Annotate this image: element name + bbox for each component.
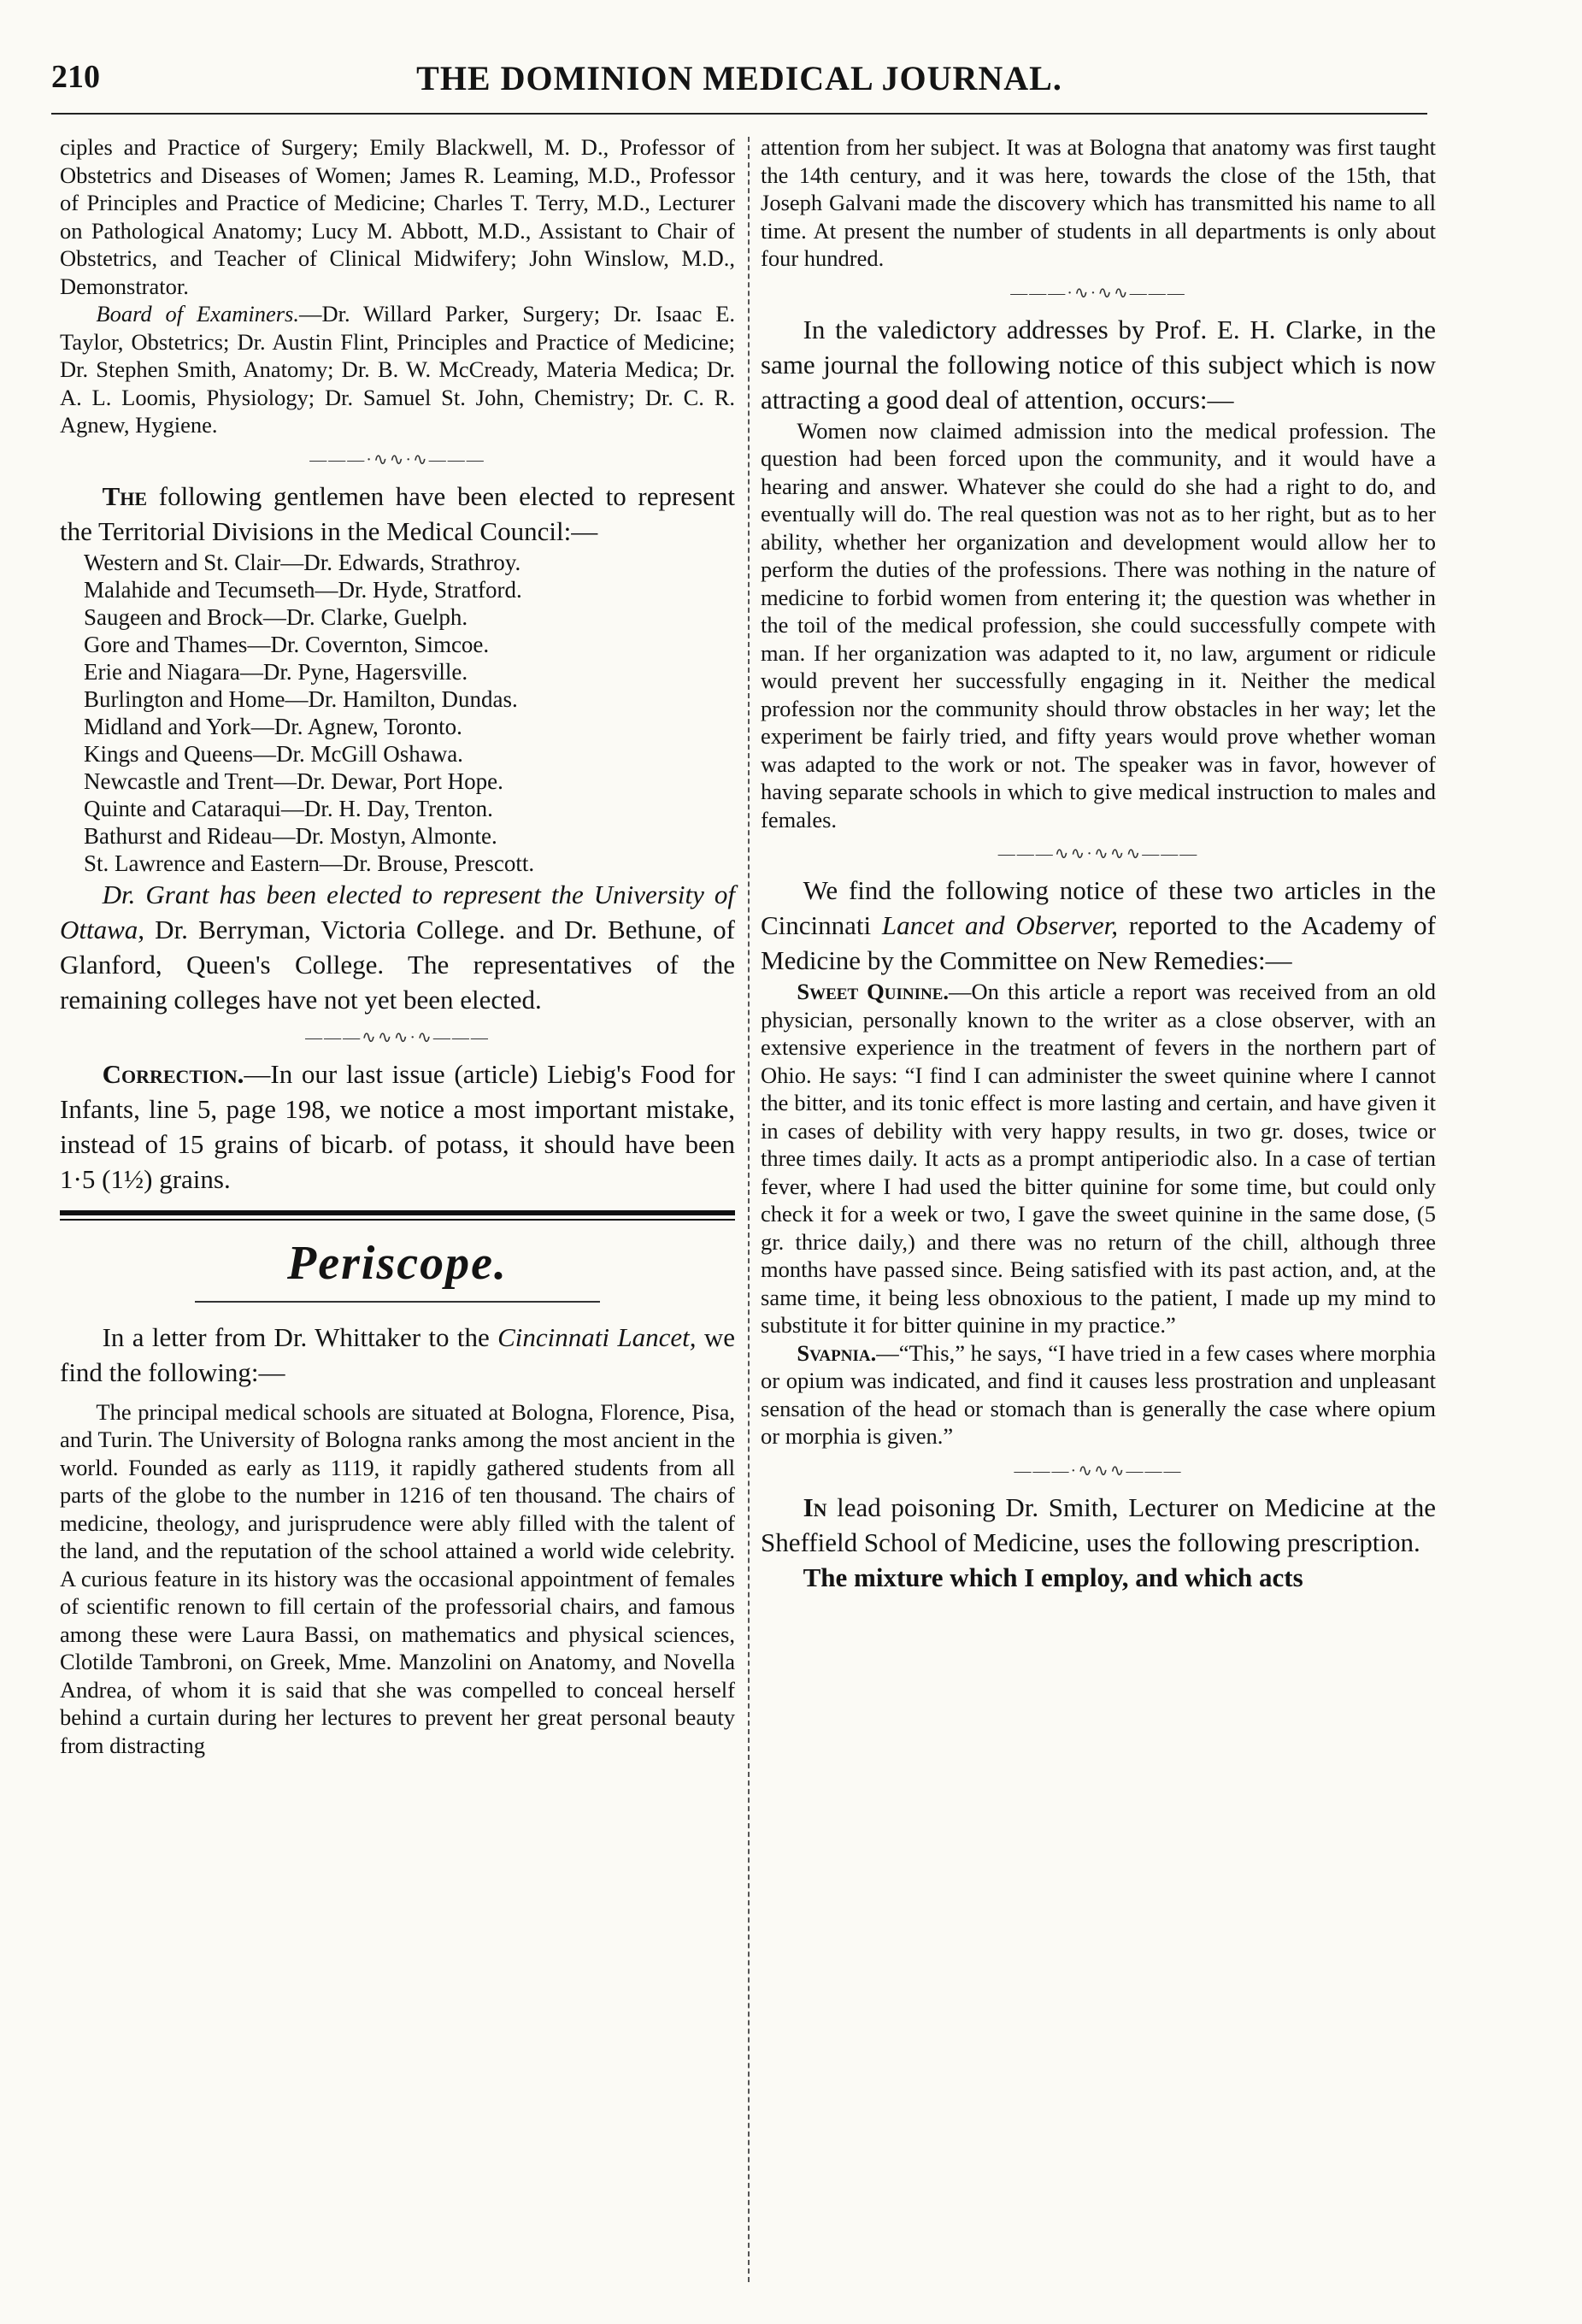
division-item: Newcastle and Trent—Dr. Dewar, Port Hope. xyxy=(84,768,503,794)
mixture-paragraph: The mixture which I employ, and which acts xyxy=(803,1562,1303,1592)
ornament-divider: ———∿∿∿·∿——— xyxy=(305,1027,490,1047)
letter-intro-text: In a letter from Dr. Whittaker to the xyxy=(102,1321,498,1352)
column-divider xyxy=(748,137,750,2282)
university-representatives-paragraph xyxy=(60,877,735,1017)
running-head: THE DOMINION MEDICAL JOURNAL. xyxy=(416,59,1062,97)
board-of-examiners-paragraph xyxy=(60,300,735,439)
lead-text: lead poisoning Dr. Smith, Lecturer on Medicine at the Sheffield School of Medicine, uses the following prescription. xyxy=(761,1491,1436,1557)
council-intro-paragraph xyxy=(60,479,735,549)
galvani-paragraph: attention from her subject. It was at Bologna that anatomy was first taught the 14th century, and it was here, towards the close of the 15th, that Joseph Galvani made the discovery which has transmitted his name to all time. At present the number of students in all departments is only about four hundred. xyxy=(761,134,1436,271)
territorial-divisions-list xyxy=(60,549,735,877)
sweet-quinine-label: Sweet Quinine. xyxy=(797,979,950,1004)
correction-label: Correction. xyxy=(102,1058,244,1089)
letter-intro-paragraph xyxy=(60,1320,735,1390)
ornament-divider: ———·∿∿∿——— xyxy=(1014,1461,1183,1480)
women-in-medicine-paragraph: Women now claimed admission into the medical profession. The question had been forced upon the community, and it would have a hearing and answer. Whatever she could do she had a right to do, and eventually will do. The real question was not as to her right, but as to her ability, whether her organization and development would allow her to perform the duties of the professions. There was nothing in the nature of medicine to forbid women from entering it; the question was whether in the toil of the medical profession, she could successfully compete with man. If her organization was adapted to it, no law, argument or ridicule would prevent her successfully engaging in it. Neither the medical profession nor the community should throw obstacles in her way; let the experiment be fairly tried, and fifty years would prove whether woman was adapted to the work or not. The speaker was in favor, however of having separate schools in which to give medical instruction to males and females. xyxy=(761,417,1436,833)
division-item: Midland and York—Dr. Agnew, Toronto. xyxy=(84,713,462,739)
right-column xyxy=(761,133,1436,2290)
section-title-rule xyxy=(195,1301,600,1303)
council-intro-text: following gentlemen have been elected to represent the Territorial Divisions in the Medical Council:— xyxy=(60,480,735,546)
correction-text: —In our last issue (article) Liebig's Food for Infants, line 5, page 198, we notice a most important mistake, instead of 15 grains of bicarb. of potass, it should have been 1·5 (1½) grains. xyxy=(60,1058,735,1194)
svapnia-text: —“This,” he says, “I have tried in a few cases where morphia or opium was indicated, and find it causes less prostration and unpleasant sensation of the head or stomach than is generally the case where opium or morphia is given.” xyxy=(761,1339,1436,1449)
section-title: Periscope. xyxy=(287,1236,508,1290)
division-item: Saugeen and Brock—Dr. Clarke, Guelph. xyxy=(84,603,468,630)
sweet-quinine-paragraph xyxy=(761,978,1436,1339)
division-item: Bathurst and Rideau—Dr. Mostyn, Almonte. xyxy=(84,822,497,849)
division-item: Erie and Niagara—Dr. Pyne, Hagersville. xyxy=(84,658,468,685)
journal-name: Cincinnati Lancet, xyxy=(497,1321,697,1352)
page-header xyxy=(51,51,1427,113)
lead-poisoning-paragraph xyxy=(761,1490,1436,1560)
grant-text: Dr. Berryman, Victoria College. and Dr. Bethune, of Glanford, Queen's College. The representatives of the remaining colleges have not yet been elected. xyxy=(60,914,735,1015)
new-remedies-intro-paragraph xyxy=(761,873,1436,978)
left-column xyxy=(60,133,735,2290)
svapnia-label: Svapnia. xyxy=(797,1339,877,1366)
division-item: Burlington and Home—Dr. Hamilton, Dundas. xyxy=(84,685,518,712)
council-lead: The xyxy=(102,480,148,511)
faculty-list-paragraph: ciples and Practice of Surgery; Emily Blackwell, M. D., Professor of Obstetrics and Diseases of Women; James R. Leaming, M.D., Professor of Principles and Practice of Medicine; Charles T. Terry, M.D., Lecturer on Pathological Anatomy; Lucy M. Abbott, M.D., Assistant to Chair of Obstetrics, and Teacher of Clinical Midwifery; John Winslow, M.D., Demonstrator. xyxy=(60,134,735,299)
division-item: St. Lawrence and Eastern—Dr. Brouse, Prescott. xyxy=(84,850,535,876)
grant-italic: Dr. Grant has been elected to represent the University of Ottawa, xyxy=(60,879,735,944)
journal-name: Lancet and Observer, xyxy=(881,910,1118,940)
notice-text: We find the following notice of these two articles in the Cincinnati xyxy=(761,875,1436,940)
ornament-divider: ———∿∿·∿∿∿——— xyxy=(997,844,1199,863)
division-item: Western and St. Clair—Dr. Edwards, Strathroy. xyxy=(84,549,521,575)
notice-end: reported to the Academy of Medicine by the Committee on New Remedies:— xyxy=(761,910,1436,975)
ornament-divider: ———·∿∿·∿——— xyxy=(309,450,485,469)
division-item: Malahide and Tecumseth—Dr. Hyde, Stratford. xyxy=(84,576,522,603)
ornament-divider: ———·∿·∿∿——— xyxy=(1010,283,1186,303)
spacer xyxy=(60,1390,735,1398)
clarke-intro-paragraph: In the valedictory addresses by Prof. E. H. Clarke, in the same journal the following notice of this subject which is now attracting a good deal of attention, occurs:— xyxy=(761,314,1436,415)
correction-paragraph xyxy=(60,1056,735,1197)
board-label: Board of Examiners. xyxy=(96,301,299,327)
division-item: Quinte and Cataraqui—Dr. H. Day, Trenton. xyxy=(84,795,493,821)
lead-label: In xyxy=(803,1491,827,1522)
page-number: 210 xyxy=(51,59,100,95)
bologna-paragraph: The principal medical schools are situated at Bologna, Florence, Pisa, and Turin. The University of Bologna ranks among the most ancient in the world. Founded as early as 1119, it rapidly gathered students from all parts of the globe to the number in 1216 of ten thousand. The chairs of medicine, theology, and jurisprudence were ably filled with the talent of the land, and the reputation of the school attained a world wide celebrity. A curious feature in its history was the occasional appointment of females of scientific renown to fill certain of the professorial chairs, and famous among these were Laura Bassi, on mathematics and physical sciences, Clotilde Tambroni, on Greek, Mme. Manzolini on Anatomy, and Novella Andrea, of whom it is said that she was compelled to conceal herself behind a curtain during her lectures to prevent her great personal beauty from distracting xyxy=(60,1398,735,1758)
section-rule xyxy=(60,1210,735,1221)
division-item: Gore and Thames—Dr. Covernton, Simcoe. xyxy=(84,631,490,657)
header-rule xyxy=(51,113,1427,115)
svapnia-paragraph xyxy=(761,1339,1436,1450)
board-text: —Dr. Willard Parker, Surgery; Dr. Isaac E. Taylor, Obstetrics; Dr. Austin Flint, Principles and Practice of Medicine; Dr. Stephen Smith, Anatomy; Dr. B. W. McCready, Materia Medica; Dr. A. L. Loomis, Physiology; Dr. Samuel St. John, Chemistry; Dr. C. R. Agnew, Hygiene. xyxy=(60,301,735,438)
sweet-quinine-text: —On this article a report was received from an old physician, personally known to the writer as a close observer, with an extensive experience in the treatment of fevers in the northern part of Ohio. He says: “I find I can administer the sweet quinine where I cannot the bitter, and its tonic effect is more lasting and certain, and have given it in cases of debility with very happy results, in two gr. doses, twice or three times daily. It acts as a prompt antiperiodic also. In a case of tertian fever, where I had used the bitter quinine for some time, but could only check it for a week or two, I gave the sweet quinine in the same dose, (5 gr. thrice daily,) and there was no return of the chill, although three months have passed since. Being satisfied with its past action, and, at the same time, it being less obnoxious to the patient, I made up my mind to substitute it for bitter quinine in my practice.” xyxy=(761,979,1437,1338)
division-item: Kings and Queens—Dr. McGill Oshawa. xyxy=(84,740,463,767)
letter-intro-end: we find the following:— xyxy=(60,1321,735,1387)
